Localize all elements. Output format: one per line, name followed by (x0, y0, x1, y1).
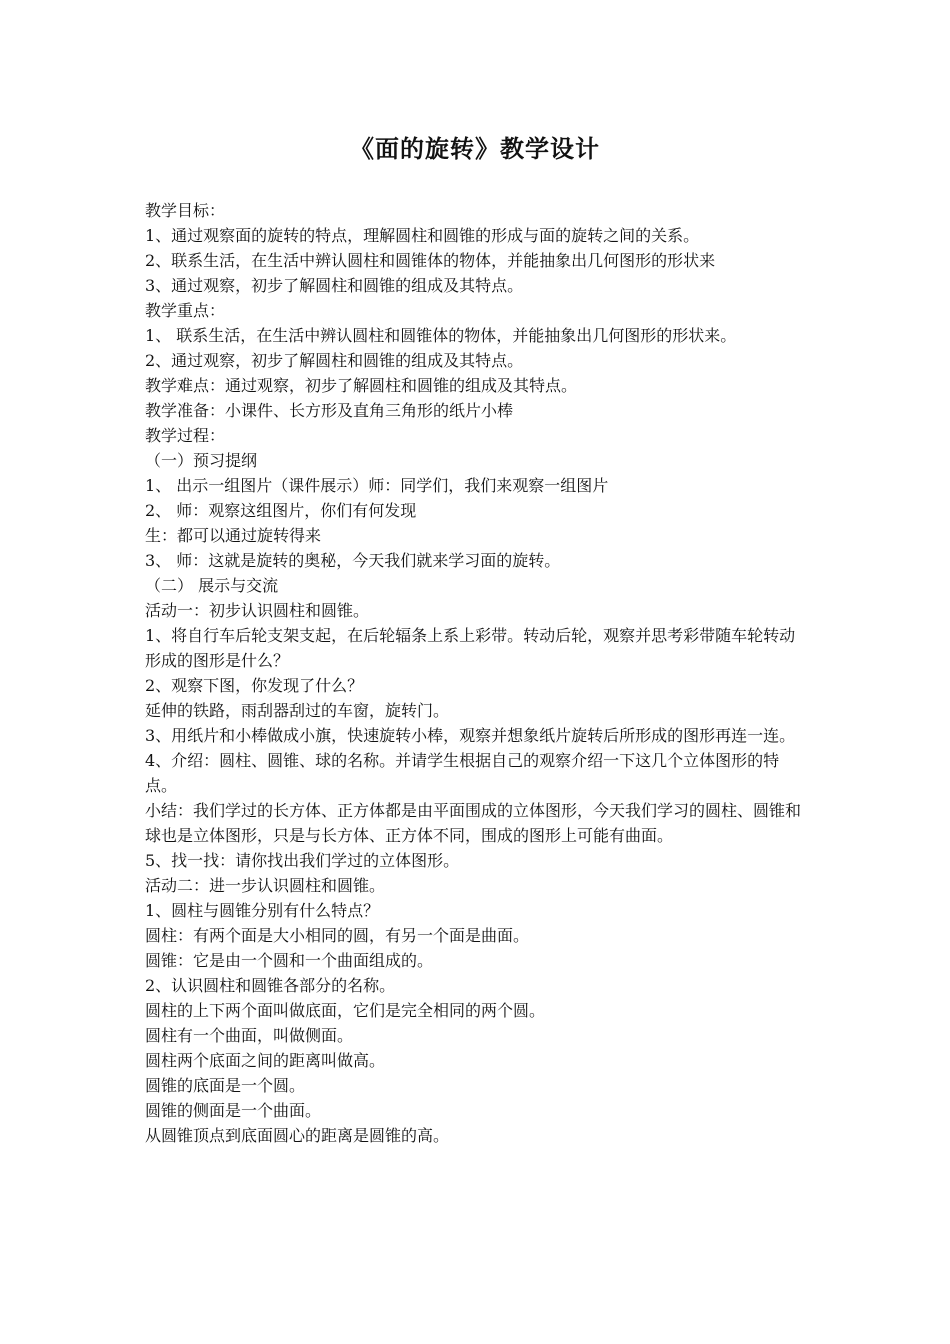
text-line: 圆柱两个底面之间的距离叫做高。 (145, 1051, 386, 1070)
text-line: 2、通过观察，初步了解圆柱和圆锥的组成及其特点。 (145, 351, 524, 370)
document-title: 《面的旋转》教学设计 (350, 135, 600, 163)
text-line: 3、通过观察，初步了解圆柱和圆锥的组成及其特点。 (145, 276, 524, 295)
text-line: 小结：我们学过的长方体、正方体都是由平面围成的立体图形，今天我们学习的圆柱、圆锥和球也是立体图形，只是与长方体、正方体不同，围成的图形上可能有曲面。 (145, 801, 802, 845)
text-line: 3、 师：这就是旋转的奥秘，今天我们就来学习面的旋转。 (145, 551, 561, 570)
text-line: 活动二：进一步认识圆柱和圆锥。 (145, 876, 386, 895)
text-line: 2、认识圆柱和圆锥各部分的名称。 (145, 976, 396, 995)
text-line: 从圆锥顶点到底面圆心的距离是圆锥的高。 (145, 1126, 450, 1145)
text-line: 圆柱的上下两个面叫做底面，它们是完全相同的两个圆。 (145, 1001, 546, 1020)
text-line: 2、联系生活，在生活中辨认圆柱和圆锥体的物体，并能抽象出几何图形的形状来 (145, 251, 716, 270)
text-line: 1、圆柱与圆锥分别有什么特点？ (145, 901, 380, 920)
text-line: 圆锥的底面是一个圆。 (145, 1076, 306, 1095)
text-line: 圆锥的侧面是一个曲面。 (145, 1101, 322, 1120)
text-line: 1、将自行车后轮支架支起，在后轮辐条上系上彩带。转动后轮，观察并思考彩带随车轮转动形成的图形是什么？ (145, 626, 796, 670)
text-line: 2、 师：观察这组图片，你们有何发现 (145, 501, 417, 520)
text-line: 2、观察下图，你发现了什么？ (145, 676, 364, 695)
text-line: 3、用纸片和小棒做成小旗，快速旋转小棒，观察并想象纸片旋转后所形成的图形再连一连。 (145, 726, 796, 745)
text-line: 活动一：初步认识圆柱和圆锥。 (145, 601, 370, 620)
text-line: 生：都可以通过旋转得来 (145, 526, 322, 545)
text-line: 4、介绍：圆柱、圆锥、球的名称。并请学生根据自己的观察介绍一下这几个立体图形的特点。 (145, 751, 780, 795)
text-line: 1、通过观察面的旋转的特点，理解圆柱和圆锥的形成与面的旋转之间的关系。 (145, 226, 700, 245)
text-line: 1、 联系生活，在生活中辨认圆柱和圆锥体的物体，并能抽象出几何图形的形状来。 (145, 326, 737, 345)
text-line: 教学重点： (145, 301, 226, 320)
text-line: 教学目标： (145, 201, 226, 220)
text-line: （一）预习提纲 (145, 451, 258, 470)
text-line: 延伸的铁路，雨刮器刮过的车窗，旋转门。 (145, 701, 450, 720)
text-line: 教学准备：小课件、长方形及直角三角形的纸片小棒 (145, 401, 514, 420)
text-line: 1、 出示一组图片（课件展示）师：同学们，我们来观察一组图片 (145, 476, 609, 495)
text-line: 圆柱有一个曲面，叫做侧面。 (145, 1026, 354, 1045)
text-line: 教学难点：通过观察，初步了解圆柱和圆锥的组成及其特点。 (145, 376, 578, 395)
text-line: 5、找一找：请你找出我们学过的立体图形。 (145, 851, 460, 870)
text-line: 圆锥：它是由一个圆和一个曲面组成的。 (145, 951, 434, 970)
text-line: （二） 展示与交流 (145, 576, 279, 595)
document-body (145, 198, 810, 1148)
text-line: 教学过程： (145, 426, 226, 445)
text-line: 圆柱：有两个面是大小相同的圆，有另一个面是曲面。 (145, 926, 530, 945)
